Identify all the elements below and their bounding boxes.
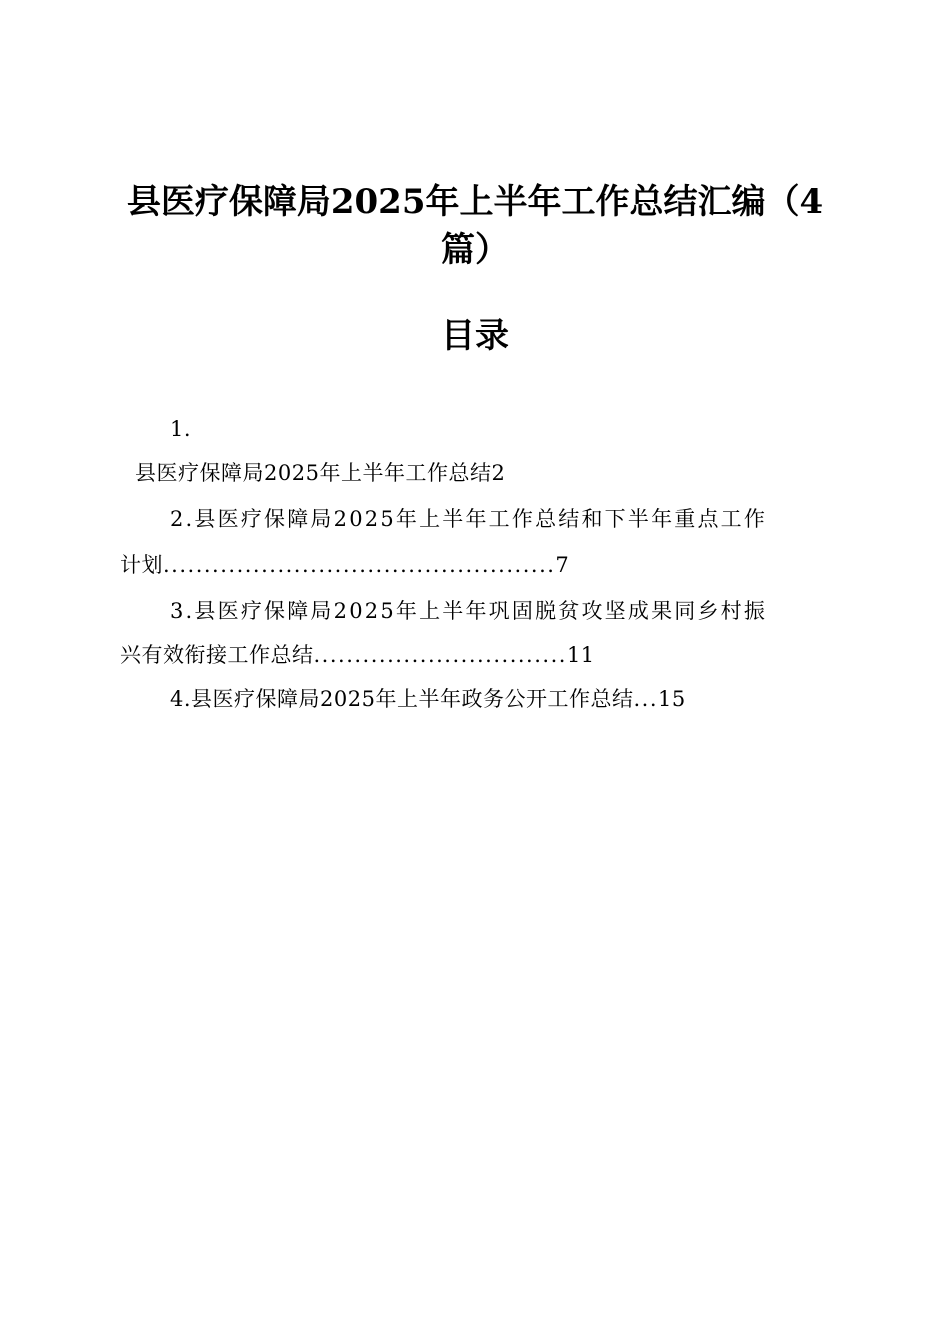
document-title: 县医疗保障局2025年上半年工作总结汇编（4篇） — [126, 182, 824, 270]
toc-item-1-entry[interactable]: 县医疗保障局2025年上半年工作总结2 — [135, 461, 506, 485]
toc-heading: 目录 — [441, 316, 509, 356]
toc-item-3-line-1[interactable]: 3.县医疗保障局2025年上半年巩固脱贫攻坚成果同乡村振 — [170, 599, 768, 623]
toc-item-2-text: 计划 — [120, 553, 163, 577]
toc-item-2-page: 7 — [555, 553, 570, 577]
toc-item-3-leader-dots: ............................... — [313, 643, 567, 667]
toc-item-3-page: 11 — [566, 643, 595, 667]
toc-item-4-page: 15 — [658, 687, 686, 711]
toc-item-2-line-2[interactable] — [120, 550, 569, 580]
toc-item-2-leader-dots: ................................................ — [163, 553, 556, 577]
toc-item-3-line-2[interactable] — [120, 640, 595, 670]
toc-item-4-leader-dots: ... — [633, 687, 659, 711]
toc-item-3-text: 兴有效衔接工作总结 — [120, 643, 314, 667]
toc-item-2-line-1[interactable]: 2.县医疗保障局2025年上半年工作总结和下半年重点工作 — [170, 507, 768, 531]
toc-item-1-number[interactable]: 1. — [170, 417, 192, 441]
toc-item-4[interactable] — [170, 684, 686, 714]
toc-item-4-text: 4.县医疗保障局2025年上半年政务公开工作总结 — [170, 687, 634, 711]
